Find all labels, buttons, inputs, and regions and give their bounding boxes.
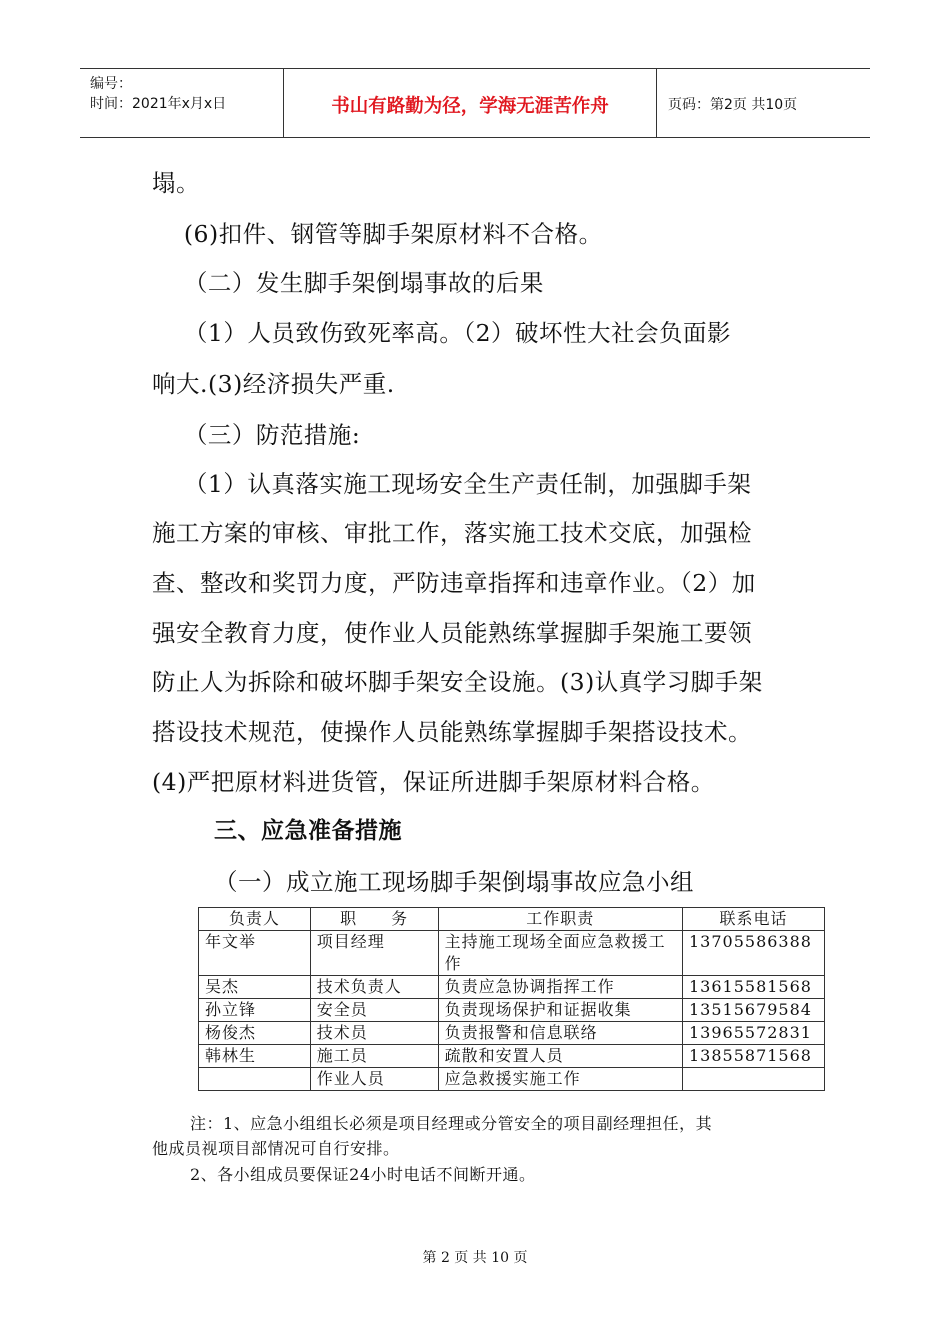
table-cell: 安全员 (310, 999, 438, 1022)
body-line: （二）发生脚手架倒塌事故的后果 (152, 269, 544, 297)
table-note: 他成员视项目部情况可自行安排。 (152, 1139, 400, 1158)
table-row (199, 931, 825, 976)
document-time-label: 时间：2021年x月x日 (90, 96, 227, 112)
table-note: 2、各小组成员要保证24小时电话不间断开通。 (190, 1165, 536, 1184)
table-cell: 13705586388 (682, 931, 824, 976)
table-header-row (199, 908, 825, 931)
document-number-label: 编号： (90, 76, 132, 92)
table-cell: 13615581568 (682, 976, 824, 999)
column-header: 负责人 (199, 908, 311, 931)
table-row (199, 1068, 825, 1091)
table-cell: 杨俊杰 (199, 1022, 311, 1045)
body-line: 查、整改和奖罚力度，严防违章指挥和违章作业。（2）加 (152, 569, 756, 597)
table-row (199, 1045, 825, 1068)
table-cell: 负责应急协调指挥工作 (438, 976, 682, 999)
table-cell (199, 1068, 311, 1091)
subsection-heading: （一）成立施工现场脚手架倒塌事故应急小组 (214, 868, 694, 896)
body-line: （1）人员致伤致死率高。（2）破坏性大社会负面影 (152, 319, 732, 347)
table-cell: 主持施工现场全面应急救援工作 (438, 931, 682, 976)
body-line: （三）防范措施: (152, 421, 361, 449)
section-heading: 三、应急准备措施 (214, 818, 402, 844)
table-cell: 项目经理 (310, 931, 438, 976)
table-cell: 施工员 (310, 1045, 438, 1068)
table-cell: 吴杰 (199, 976, 311, 999)
body-line: 防止人为拆除和破坏脚手架安全设施。(3)认真学习脚手架 (152, 668, 763, 696)
header-meta-cell (80, 69, 283, 137)
column-header: 职 务 (310, 908, 438, 931)
table-cell: 应急救援实施工作 (438, 1068, 682, 1091)
table-cell: 负责报警和信息联络 (438, 1022, 682, 1045)
table-cell: 技术员 (310, 1022, 438, 1045)
page-header (80, 68, 870, 138)
table-row (199, 976, 825, 999)
body-line: 强安全教育力度，使作业人员能熟练掌握脚手架施工要领 (152, 619, 752, 647)
table-cell: 孙立锋 (199, 999, 311, 1022)
body-line: 响大.(3)经济损失严重. (152, 370, 395, 398)
body-line: 搭设技术规范，使操作人员能熟练掌握脚手架搭设技术。 (152, 718, 752, 746)
table-cell (682, 1068, 824, 1091)
table-cell: 13515679584 (682, 999, 824, 1022)
table-cell: 13965572831 (682, 1022, 824, 1045)
table-row (199, 999, 825, 1022)
body-line: 施工方案的审核、审批工作，落实施工技术交底，加强检 (152, 519, 752, 547)
table-cell: 韩林生 (199, 1045, 311, 1068)
table-cell: 技术负责人 (310, 976, 438, 999)
table-note: 注：1、应急小组组长必须是项目经理或分管安全的项目副经理担任，其 (190, 1114, 713, 1133)
table-cell: 13855871568 (682, 1045, 824, 1068)
header-page-number: 页码：第2页 共10页 (668, 97, 798, 113)
header-page-cell (656, 69, 870, 137)
table-cell: 负责现场保护和证据收集 (438, 999, 682, 1022)
body-line: (6)扣件、钢管等脚手架原材料不合格。 (152, 220, 603, 248)
body-line: （1）认真落实施工现场安全生产责任制，加强脚手架 (152, 470, 752, 498)
header-motto: 书山有路勤为径，学海无涯苦作舟 (331, 96, 609, 117)
body-line: 塌。 (152, 169, 200, 197)
body-line: (4)严把原材料进货管，保证所进脚手架原材料合格。 (152, 768, 715, 796)
table-cell: 年文举 (199, 931, 311, 976)
emergency-team-table (198, 907, 825, 1091)
header-motto-cell (283, 69, 657, 137)
table-row (199, 1022, 825, 1045)
column-header: 工作职责 (438, 908, 682, 931)
page-footer: 第 2 页 共 10 页 (422, 1250, 528, 1266)
column-header: 联系电话 (682, 908, 824, 931)
table-cell: 疏散和安置人员 (438, 1045, 682, 1068)
table-cell: 作业人员 (310, 1068, 438, 1091)
